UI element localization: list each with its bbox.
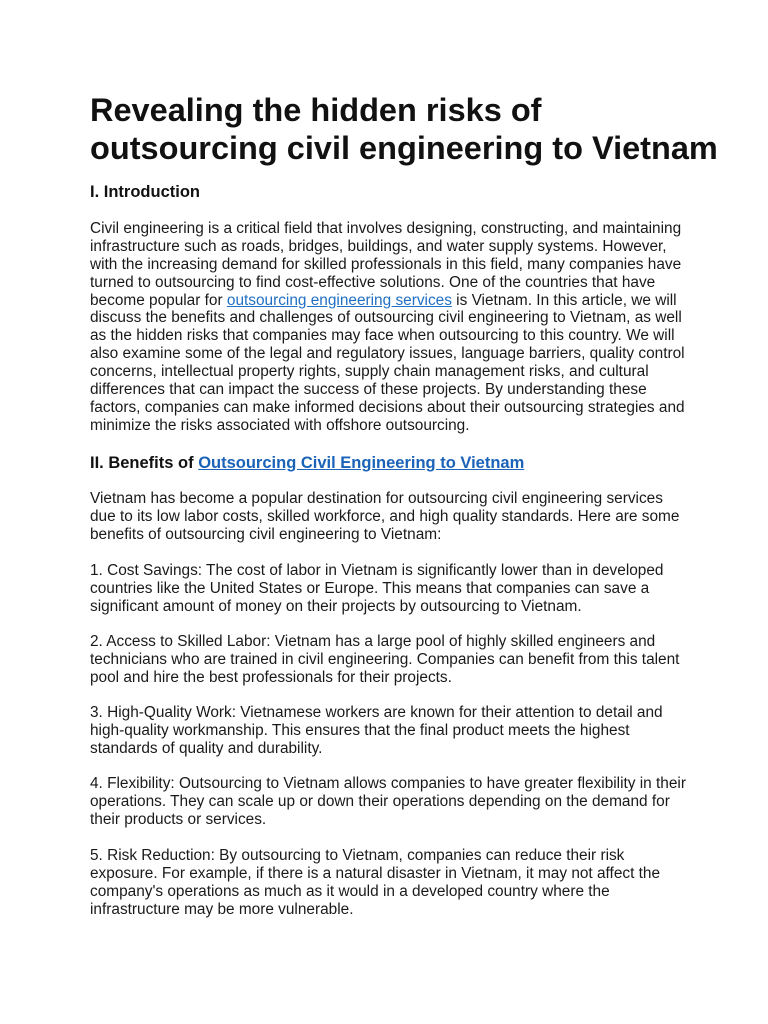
page-title [90,91,718,167]
benefit-item-skilled-labor [90,633,679,687]
text-line: minimize the risks associated with offshore outsourcing. [90,416,470,434]
heading-prefix: II. Benefits of [90,454,199,472]
text-line: infrastructure may be more vulnerable. [90,900,354,918]
text-line: also examine some of the legal and regulatory issues, language barriers, quality control [90,345,685,363]
text-line: 3. High-Quality Work: Vietnamese workers are known for their attention to detail and [90,704,663,721]
benefit-item-cost-savings [90,562,663,616]
title-line: outsourcing civil engineering to Vietnam [90,130,718,166]
text-line: operations. They can scale up or down their operations depending on the demand for [90,792,670,810]
benefits-intro-paragraph [90,490,679,544]
outsourcing-civil-engineering-link[interactable]: Outsourcing Civil Engineering to Vietnam [198,454,525,472]
text-line: standards of quality and durability. [90,739,323,757]
text-line: concerns, intellectual property rights, supply chain management risks, and cultural [90,363,649,381]
text-line: high-quality workmanship. This ensures that the final product meets the highest [90,721,630,739]
benefit-item-flexibility [90,775,686,829]
title-line: Revealing the hidden risks of [90,92,542,128]
text-line: pool and hire the best professionals for their projects. [90,668,452,686]
text-line: exposure. For example, if there is a natural disaster in Vietnam, it may not affect the [90,864,661,882]
text-line: 5. Risk Reduction: By outsourcing to Vietnam, companies can reduce their risk [90,847,625,864]
text-line: 1. Cost Savings: The cost of labor in Vietnam is significantly lower than in developed [90,562,664,579]
text-line: Civil engineering is a critical field that involves designing, constructing, and maintaining [90,220,682,237]
benefits-heading [90,453,524,473]
benefit-item-risk-reduction [90,847,660,919]
text-line: infrastructure such as roads, bridges, buildings, and water supply systems. However, [90,237,667,255]
intro-paragraph [90,220,685,435]
text-line: significant amount of money on their projects by outsourcing to Vietnam. [90,597,582,615]
text-line: benefits of outsourcing civil engineering to Vietnam: [90,525,442,543]
text-line: turned to outsourcing to find cost-effective solutions. One of the countries that have [90,273,656,291]
text-line: differences that can impact the success of these projects. By understanding these [90,381,647,399]
text-line: factors, companies can make informed decisions about their outsourcing strategies and [90,398,685,416]
text-span: is Vietnam. In this article, we will [451,291,677,309]
text-line: their products or services. [90,810,267,828]
outsourcing-engineering-services-link[interactable]: outsourcing engineering services [226,291,452,309]
text-line: with the increasing demand for skilled professionals in this field, many companies have [90,255,682,273]
text-line: 2. Access to Skilled Labor: Vietnam has a large pool of highly skilled engineers and [90,633,656,650]
text-line: Vietnam has become a popular destination for outsourcing civil engineering services [90,490,663,507]
text-line: discuss the benefits and challenges of outsourcing civil engineering to Vietnam, as well [90,309,682,327]
text-line: countries like the United States or Europe. This means that companies can save a [90,579,650,597]
text-line: company's operations as much as it would in a developed country where the [90,882,610,900]
text-line: 4. Flexibility: Outsourcing to Vietnam allows companies to have greater flexibility in their [90,775,686,792]
text-line: as the hidden risks that companies may face when outsourcing to this country. We will [90,327,675,345]
text-line: technicians who are trained in civil engineering. Companies can benefit from this talent [90,650,680,668]
text-line [90,292,685,310]
text-line: due to its low labor costs, skilled workforce, and high quality standards. Here are some [90,507,680,525]
text-span: become popular for [90,291,227,309]
intro-heading: I. Introduction [90,183,200,201]
benefit-item-high-quality [90,704,663,758]
